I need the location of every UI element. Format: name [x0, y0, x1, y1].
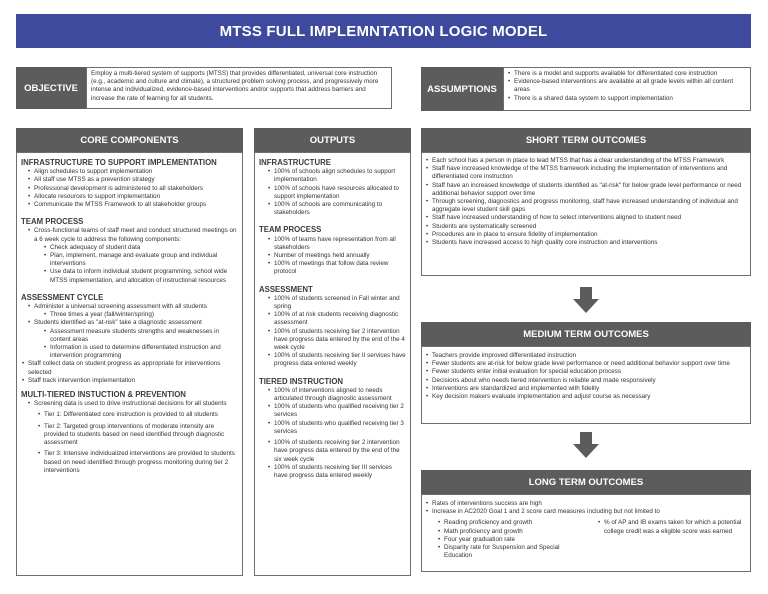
- list-item: • Each school has a person in place to lead MTSS that has a clear understanding of the MTSS Framework: [425, 157, 747, 165]
- section-heading: TIERED INSTRUCTION: [259, 376, 344, 386]
- list-item: • 100% of students receiving tier 2 intervention have progress data entered by the end of the six week cycle: [267, 439, 406, 464]
- list-item: • Key decision makers evaluate implementation and adjust course as necessary: [425, 393, 747, 401]
- section-heading: MULTI-TIERED INSTUCTION & PREVENTION: [21, 390, 186, 400]
- section-heading: ASSESSMENT: [259, 284, 313, 294]
- arrow-down-icon: [573, 287, 599, 313]
- list-item: • Tier 3: Intensive individualized interventions are provided to students based on need identified through progress monitoring during tier 2 interventions: [37, 450, 238, 475]
- list-item: • 100% of students receiving tier III services have progress data entered weekly: [267, 464, 406, 480]
- list-item: • 100% of schools have resources allocated to support implementation: [267, 185, 406, 201]
- list-item: • Plan, implement, manage and evaluate group and individual interventions: [43, 252, 238, 268]
- list-item: • Reading proficiency and growth: [437, 519, 587, 527]
- list-item: • 100% of at risk students receiving diagnostic assessment: [267, 311, 406, 327]
- list-item: • Staff track intervention implementation: [21, 377, 238, 385]
- section-heading: ASSESSMENT CYCLE: [21, 292, 104, 302]
- short-term-header: SHORT TERM OUTCOMES: [421, 128, 751, 152]
- assumption-item: • Evidence-based interventions are available at all grade levels within all content areas: [507, 78, 747, 94]
- long-term-header: LONG TERM OUTCOMES: [421, 470, 751, 494]
- list-item: • % of AP and IB exams taken for which a potential college credit was a eligible score was earned: [597, 519, 747, 535]
- list-item: • Teachers provide improved differentiated instruction: [425, 352, 747, 360]
- list-item: • 100% of schools are communicating to stakeholders: [267, 201, 406, 217]
- list-item: • Three times a year (fall/winter/spring): [43, 311, 238, 319]
- list-item: • 100% of interventions aligned to needs articulated through diagnostic assessment: [267, 387, 406, 403]
- list-item: • Tier 1: Differentiated core instruction is provided to all students: [37, 411, 238, 419]
- list-item: • Number of meetings held annually: [267, 252, 406, 260]
- list-item: • Increase in AC2020 Goal 1 and 2 score card measures including but not limited to: [425, 508, 747, 516]
- objective-text: Employ a multi-tiered system of supports (MTSS) that provides differentiated, universal core instruction (e.g., academic and culture and climate), a structured problem solving process, and progressively more intense and individualized, evidence-based interventions and/or supports that address barriers and increase the rate of learning for all students.: [86, 67, 392, 109]
- list-item: • 100% of students receiving tier II services have progress data entered weekly: [267, 352, 406, 368]
- list-item: • Fewer students are at-risk for below grade level performance or need additional behavior support over time: [425, 360, 747, 368]
- list-item: • Fewer students enter initial evaluation for special education process: [425, 368, 747, 376]
- list-item: • Screening data is used to drive instructional decisions for all students: [27, 400, 238, 408]
- list-item: • Communicate the MTSS Framework to all stakeholder groups: [27, 201, 238, 209]
- list-item: • 100% of students who qualified receiving tier 3 services: [267, 420, 406, 436]
- list-item: • Disparity rate for Suspension and Special Education: [437, 544, 587, 560]
- list-item: • Professional development is administered to all stakeholders: [27, 185, 238, 193]
- list-item: • Through screening, diagnostics and progress monitoring, staff have increased understanding of individual and aggregate level student skill gaps: [425, 198, 747, 214]
- medium-term-header: MEDIUM TERM OUTCOMES: [421, 322, 751, 346]
- list-item: • Align schedules to support implementation: [27, 168, 238, 176]
- outputs-header: OUTPUTS: [254, 128, 411, 152]
- assumption-item: • There is a shared data system to support implementation: [507, 95, 747, 103]
- list-item: • Four year graduation rate: [437, 536, 587, 544]
- list-item: • Math proficiency and growth: [437, 528, 587, 536]
- list-item: • 100% of students screened in Fall winter and spring: [267, 295, 406, 311]
- list-item: • 100% of meetings that follow data review protocol: [267, 260, 406, 276]
- outputs-panel: [254, 152, 411, 576]
- list-item: • Students are systematically screened: [425, 223, 747, 231]
- assumptions-box: [503, 67, 751, 111]
- list-item: • Staff have increased knowledge of the MTSS framework including the implementation of interventions and differentiated core instruction: [425, 165, 747, 181]
- section-heading: INFRASTRUCTURE: [259, 158, 331, 167]
- section-heading: INFRASTRUCTURE TO SUPPORT IMPLEMENTATION: [21, 158, 217, 167]
- list-item: • Information is used to determine differentiated instruction and intervention programming: [43, 344, 238, 360]
- list-item: • Cross-functional teams of staff meet and conduct structured meetings on a 6 week cycle to address the following components:: [27, 227, 238, 243]
- list-item: • Allocate resources to support implementation: [27, 193, 238, 201]
- page-title: MTSS FULL IMPLEMNTATION LOGIC MODEL: [16, 14, 751, 48]
- list-item: • Decisions about who needs tiered intervention is reliable and made responsively: [425, 377, 747, 385]
- short-term-panel: [421, 152, 751, 276]
- objective-label: OBJECTIVE: [16, 67, 86, 109]
- core-components-panel: [16, 152, 243, 576]
- list-item: • Assessment measure students strengths and weaknesses in content areas: [43, 328, 238, 344]
- arrow-down-icon: [573, 432, 599, 458]
- list-item: • Administer a universal screening assessment with all students: [27, 303, 238, 311]
- list-item: • Staff collect data on student progress as appropriate for interventions selected: [21, 360, 238, 376]
- list-item: • Students have increased access to high quality core instruction and interventions: [425, 239, 747, 247]
- medium-term-panel: [421, 346, 751, 424]
- assumptions-label: ASSUMPTIONS: [421, 67, 503, 111]
- list-item: • 100% of students receiving tier 2 intervention have progress data entered by the end of the 4 week cycle: [267, 328, 406, 353]
- list-item: • Staff have an increased knowledge of students identified as "at-risk" for below grade level performance or need additional behavior support over time: [425, 182, 747, 198]
- list-item: • Procedures are in place to ensure fidelity of implementation: [425, 231, 747, 239]
- list-item: • 100% of students who qualified receiving tier 2 services: [267, 403, 406, 419]
- list-item: • 100% of teams have representation from all stakeholders: [267, 236, 406, 252]
- list-item: • Use data to inform individual student programming, school wide MTSS implementation, and allocation of instructional resources: [43, 268, 238, 284]
- section-heading: TEAM PROCESS: [259, 225, 322, 235]
- long-term-panel: [421, 494, 751, 572]
- list-item: • Tier 2: Targeted group interventions of moderate intensity are provided to students based on need identified through diagnostic assessment: [37, 423, 238, 448]
- list-item: • Rates of interventions success are high: [425, 500, 747, 508]
- list-item: • Interventions are standardized and implemented with fidelity: [425, 385, 747, 393]
- list-item: • Students identified as "at-risk" take a diagnostic assessment: [27, 319, 238, 327]
- list-item: • Check adequacy of student data: [43, 244, 238, 252]
- core-components-header: CORE COMPONENTS: [16, 128, 243, 152]
- list-item: • 100% of schools align schedules to support implementation: [267, 168, 406, 184]
- list-item: • Staff have increased understanding of how to select interventions aligned to student need: [425, 214, 747, 222]
- list-item: • All staff use MTSS as a prevention strategy: [27, 176, 238, 184]
- assumption-item: • There is a model and supports available for differentiated core instruction: [507, 70, 747, 78]
- section-heading: TEAM PROCESS: [21, 217, 84, 227]
